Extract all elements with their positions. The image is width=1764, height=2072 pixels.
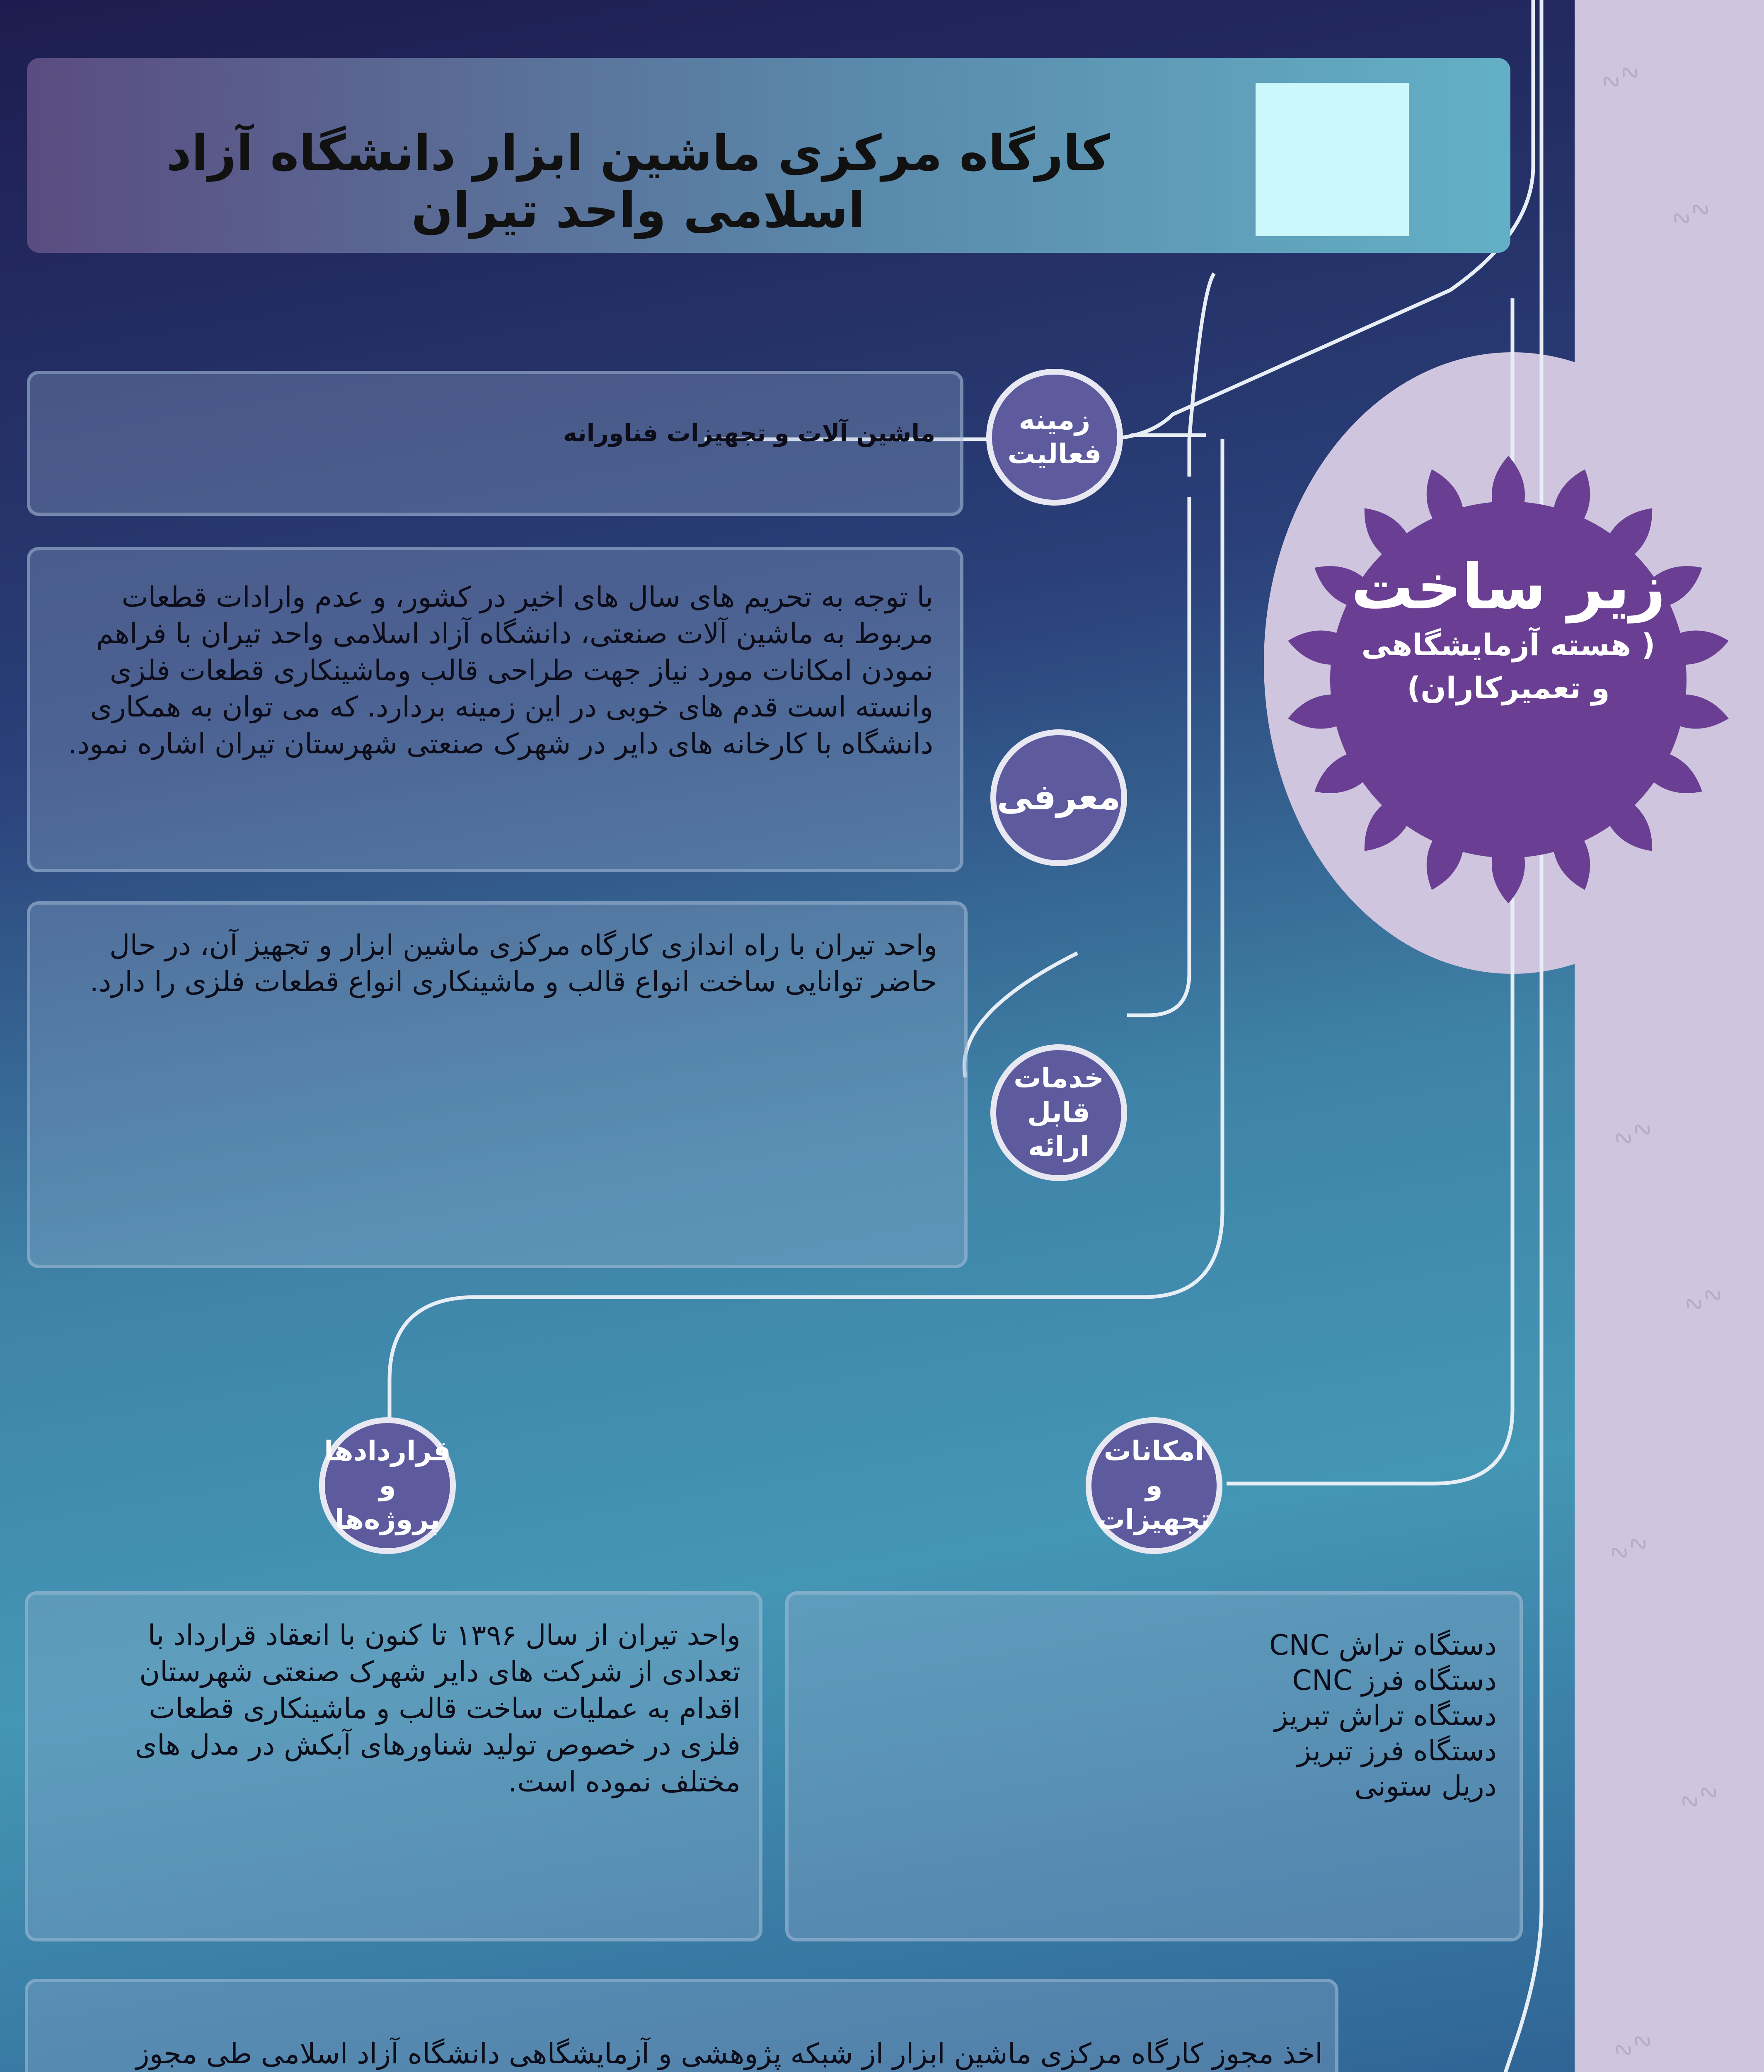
licenses-text: اخذ مجوز کارگاه مرکزی ماشین ابزار از شبکه پژوهشی و آزمایشگاهی دانشگاه آزاد اسلامی طی مجوز xyxy=(136,2038,1323,2070)
intro-text: با توجه به تحریم های سال های اخیر در کشور، و عدم وارادات قطعات مربوط به ماشین آلات صنعتی، دانشگاه آزاد اسلامی واحد تیران با فراهم نمودن امکانات مورد نیاز جهت طراحی قالب وماشینکاری قطعات فلزی وانسته است قدم های خوبی در این زمینه بردارد. که می توان به همکاری دانشگاه با کارخانه های دایر در شهرک صنعتی شهرستان تیران اشاره نمود. xyxy=(68,581,933,760)
badge-main: زیر ساخت xyxy=(1351,551,1666,623)
badge-sub-line2: و تعمیرکاران) xyxy=(1407,670,1610,706)
services-panel xyxy=(27,901,968,1268)
badge-sub-line1: ( هسته آزمایشگاهی xyxy=(1361,627,1655,662)
circle-intro: معرفی xyxy=(990,729,1127,866)
intro-panel xyxy=(27,547,963,872)
circle-equipment: امکانات و تجهیزات xyxy=(1086,1417,1222,1554)
field-panel xyxy=(27,371,963,516)
title-square-accent xyxy=(1256,83,1409,236)
badge-text xyxy=(1305,551,1711,710)
equipment-item: دستگاه فرز تبریز xyxy=(1297,1735,1497,1767)
equipment-item: دریل ستونی xyxy=(1354,1770,1497,1803)
equipment-item: دستگاه فرز CNC xyxy=(1292,1664,1497,1697)
licenses-panel xyxy=(25,1979,1338,2072)
equipment-list xyxy=(1269,1628,1497,1804)
equipment-panel xyxy=(785,1591,1523,1941)
circle-services: خدمات قابل ارائه xyxy=(990,1044,1127,1181)
page-title: کارگاه مرکزی ماشین ابزار دانشگاه آزاد اسلامی واحد تیران xyxy=(166,124,1110,239)
circle-contracts: قراردادها و پروژه‌ها xyxy=(319,1417,456,1554)
equipment-item: دستگاه تراش تبریز xyxy=(1274,1699,1497,1732)
equipment-item: دستگاه تراش CNC xyxy=(1269,1629,1497,1662)
services-text: واحد تیران با راه اندازی کارگاه مرکزی ماشین ابزار و تجهیز آن، در حال حاضر توانایی ساخت انواع قالب و ماشینکاری انواع قطعات فلزی را دارد. xyxy=(90,929,937,999)
contracts-text: واحد تیران از سال ۱۳۹۶ تا کنون با انعقاد قرارداد با تعدادی از شرکت های دایر شهرک صنعتی شهرستان اقدام به عملیات ساخت قالب و ماشینکاری قطعات فلزی در خصوص تولید شناورهای آبکش در مدل های مختلف نموده است. xyxy=(135,1619,740,1798)
circle-field: زمینه فعالیت xyxy=(986,369,1123,506)
right-decorative-strip: ∿∿ ∿∿ ∿∿ ∿∿ ∿∿ ∿∿ ∿∿ xyxy=(1575,0,1764,2072)
field-text: ماشین آلات و تجهیزات فناورانه xyxy=(563,419,935,447)
contracts-panel xyxy=(25,1591,762,1941)
